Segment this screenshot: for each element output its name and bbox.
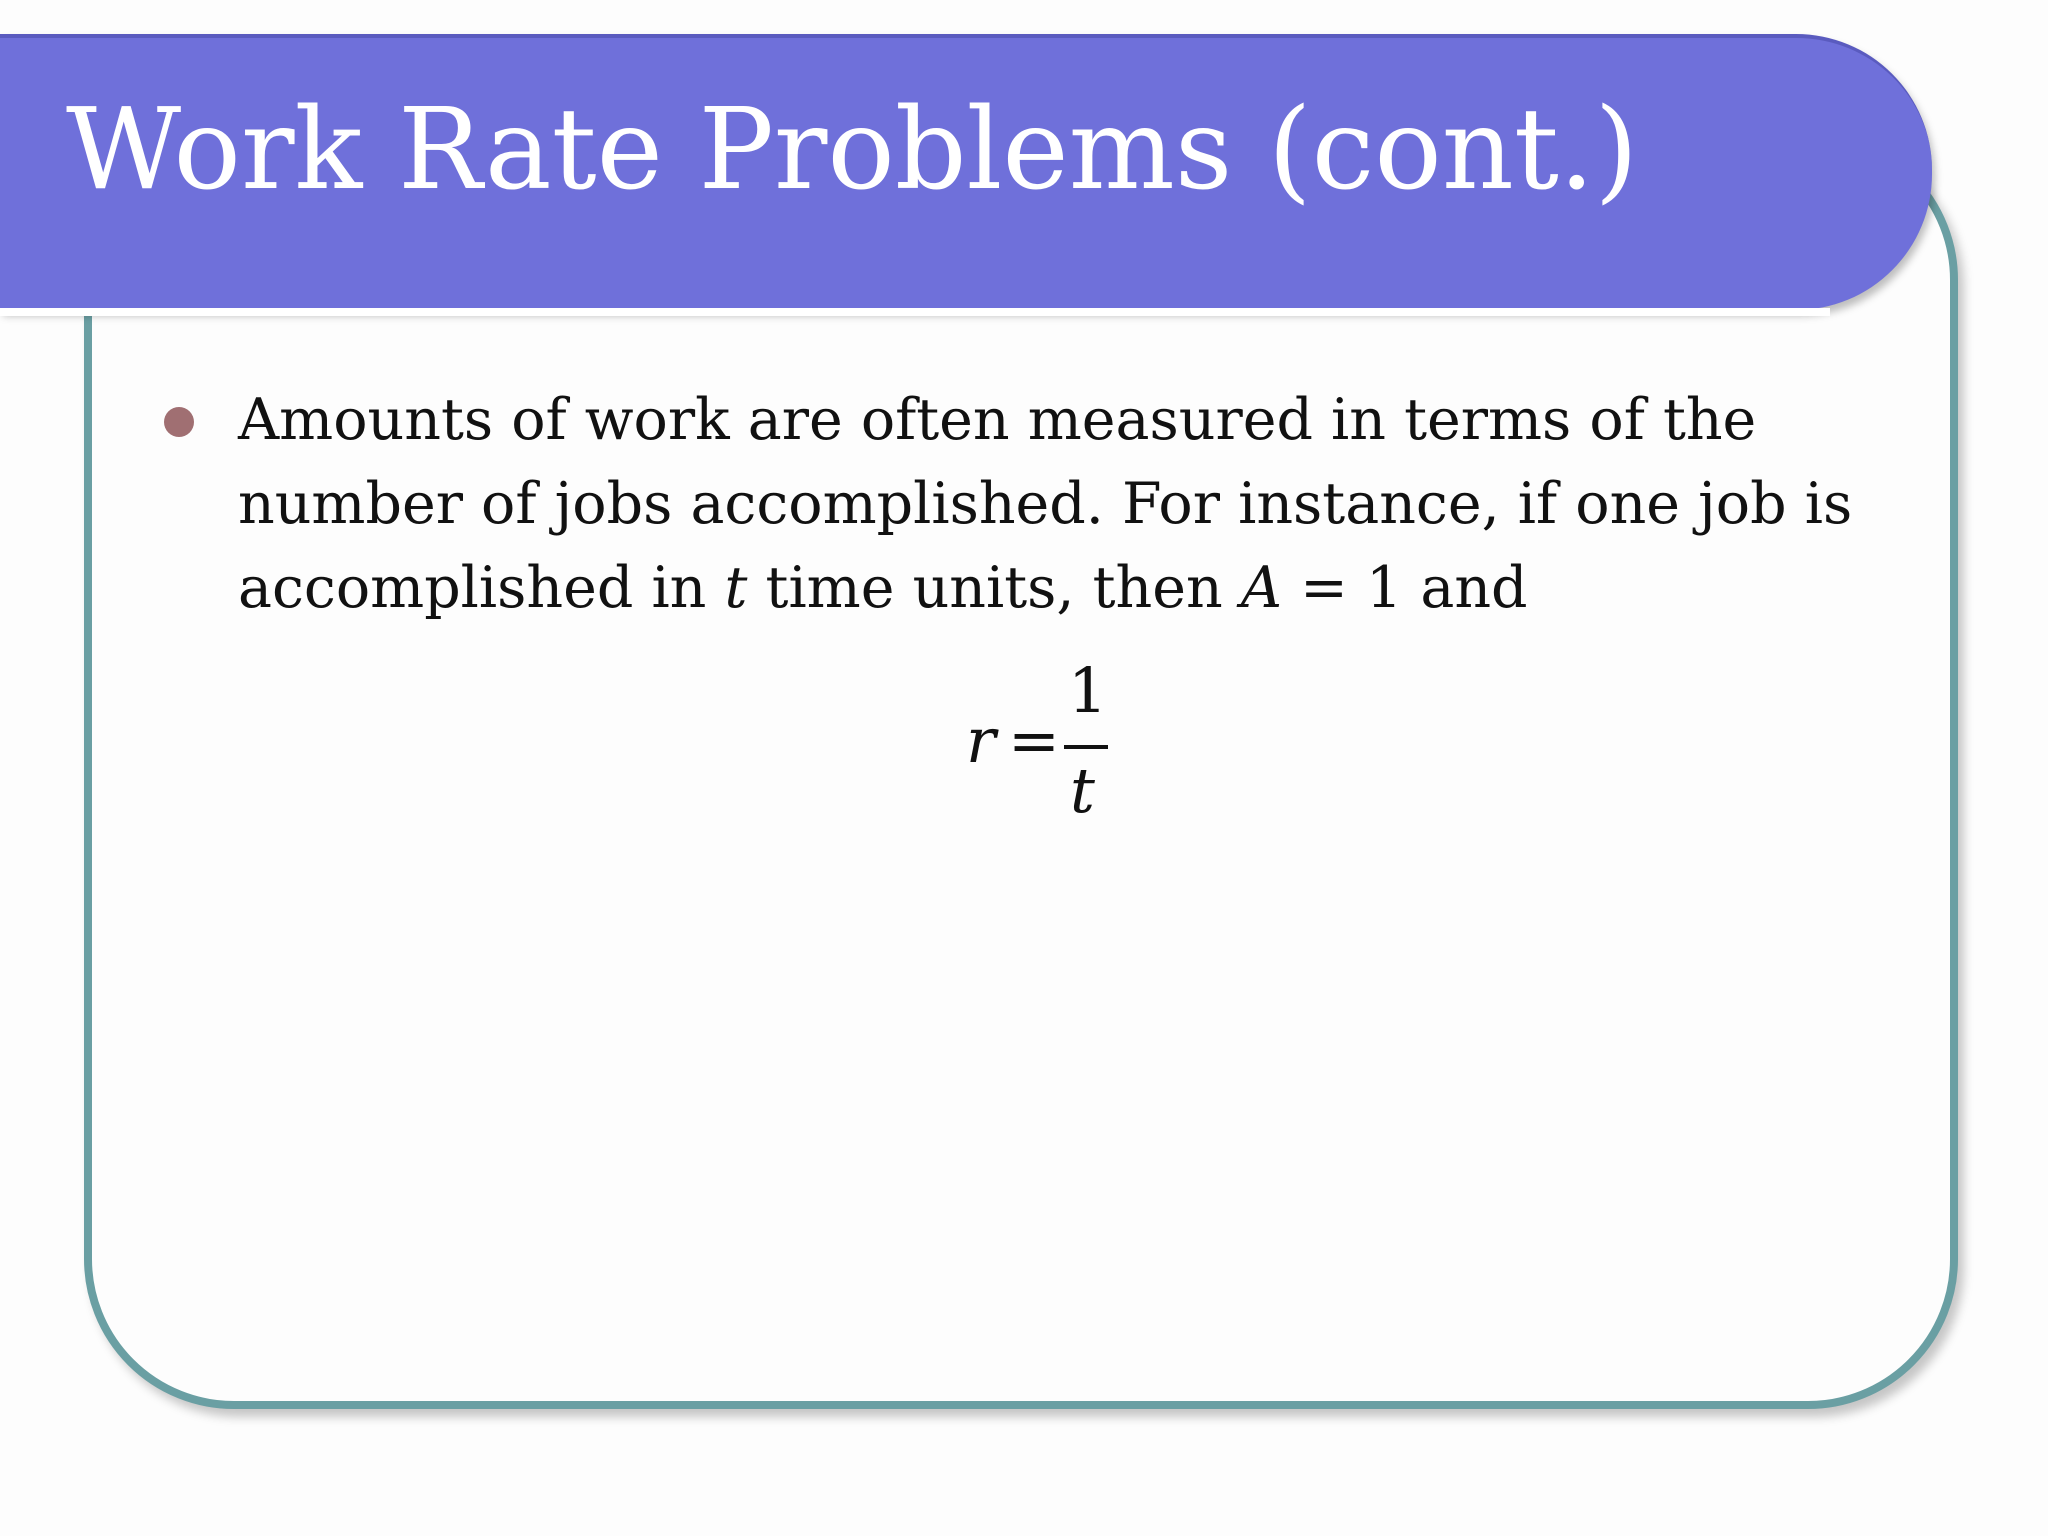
formula-numerator: 1 <box>1068 654 1108 727</box>
variable-t: t <box>724 555 748 621</box>
bullet-text-part2: time units, then <box>747 555 1241 621</box>
formula-lhs: r <box>966 704 996 777</box>
bullet-text-part1: Amounts of work are often measured in terms of the number of jobs accomplished. For instance, if one job is accomplished in <box>238 387 1853 621</box>
fraction-bar <box>1064 745 1108 749</box>
bullet-dot-icon <box>164 407 194 437</box>
slide-title: Work Rate Problems (cont.) <box>66 85 1639 215</box>
rate-formula <box>960 654 1120 840</box>
bullet-text <box>238 378 1918 630</box>
formula-equals: = <box>1008 704 1060 777</box>
title-underline <box>0 308 1830 316</box>
variable-a: A <box>1240 555 1282 621</box>
formula-denominator: t <box>1070 754 1095 827</box>
bullet-text-part3: = 1 and <box>1281 555 1528 621</box>
